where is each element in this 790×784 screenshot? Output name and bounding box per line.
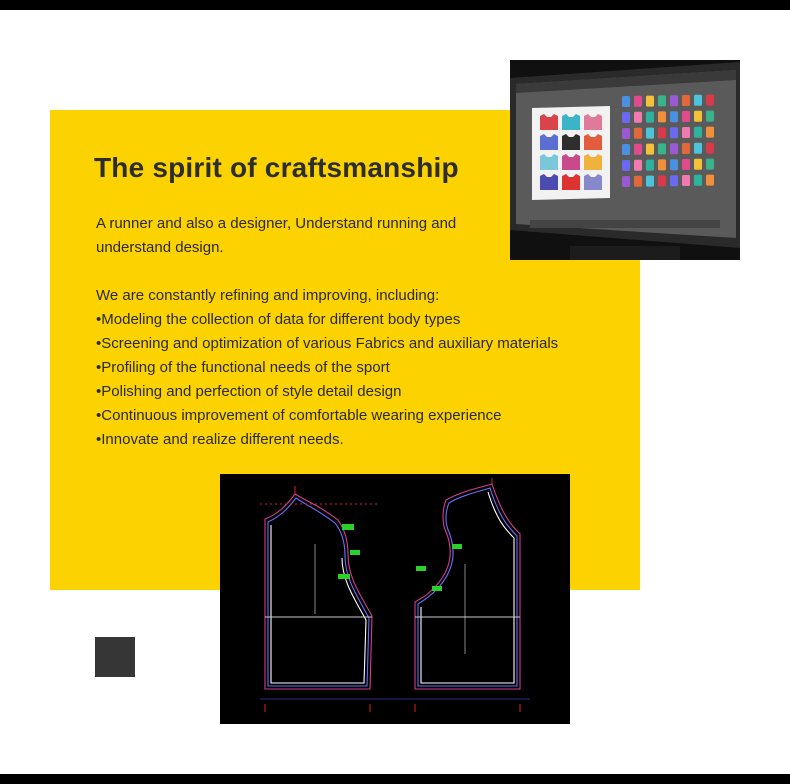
improvement-list [96, 308, 558, 452]
list-item: • Profiling of the functional needs of the sport [96, 356, 558, 380]
list-item: • Screening and optimization of various Fabrics and auxiliary materials [96, 332, 558, 356]
section-title: The spirit of craftsmanship [94, 152, 459, 183]
decorative-square [95, 637, 135, 677]
design-monitor-photo [510, 60, 740, 260]
top-border [0, 0, 790, 10]
list-item: • Innovate and realize different needs. [96, 428, 558, 452]
monitor-illustration [510, 60, 740, 260]
list-intro: We are constantly refining and improving, including: [96, 287, 440, 304]
pattern-drawing [220, 474, 570, 724]
bottom-border [0, 774, 790, 784]
list-item: • Modeling the collection of data for different body types [96, 308, 558, 332]
pattern-cad-image [220, 474, 570, 724]
list-item: • Polishing and perfection of style detail design [96, 380, 558, 404]
intro-paragraph: A runner and also a designer, Understand running and understand design. [96, 215, 457, 256]
list-item: • Continuous improvement of comfortable wearing experience [96, 404, 558, 428]
